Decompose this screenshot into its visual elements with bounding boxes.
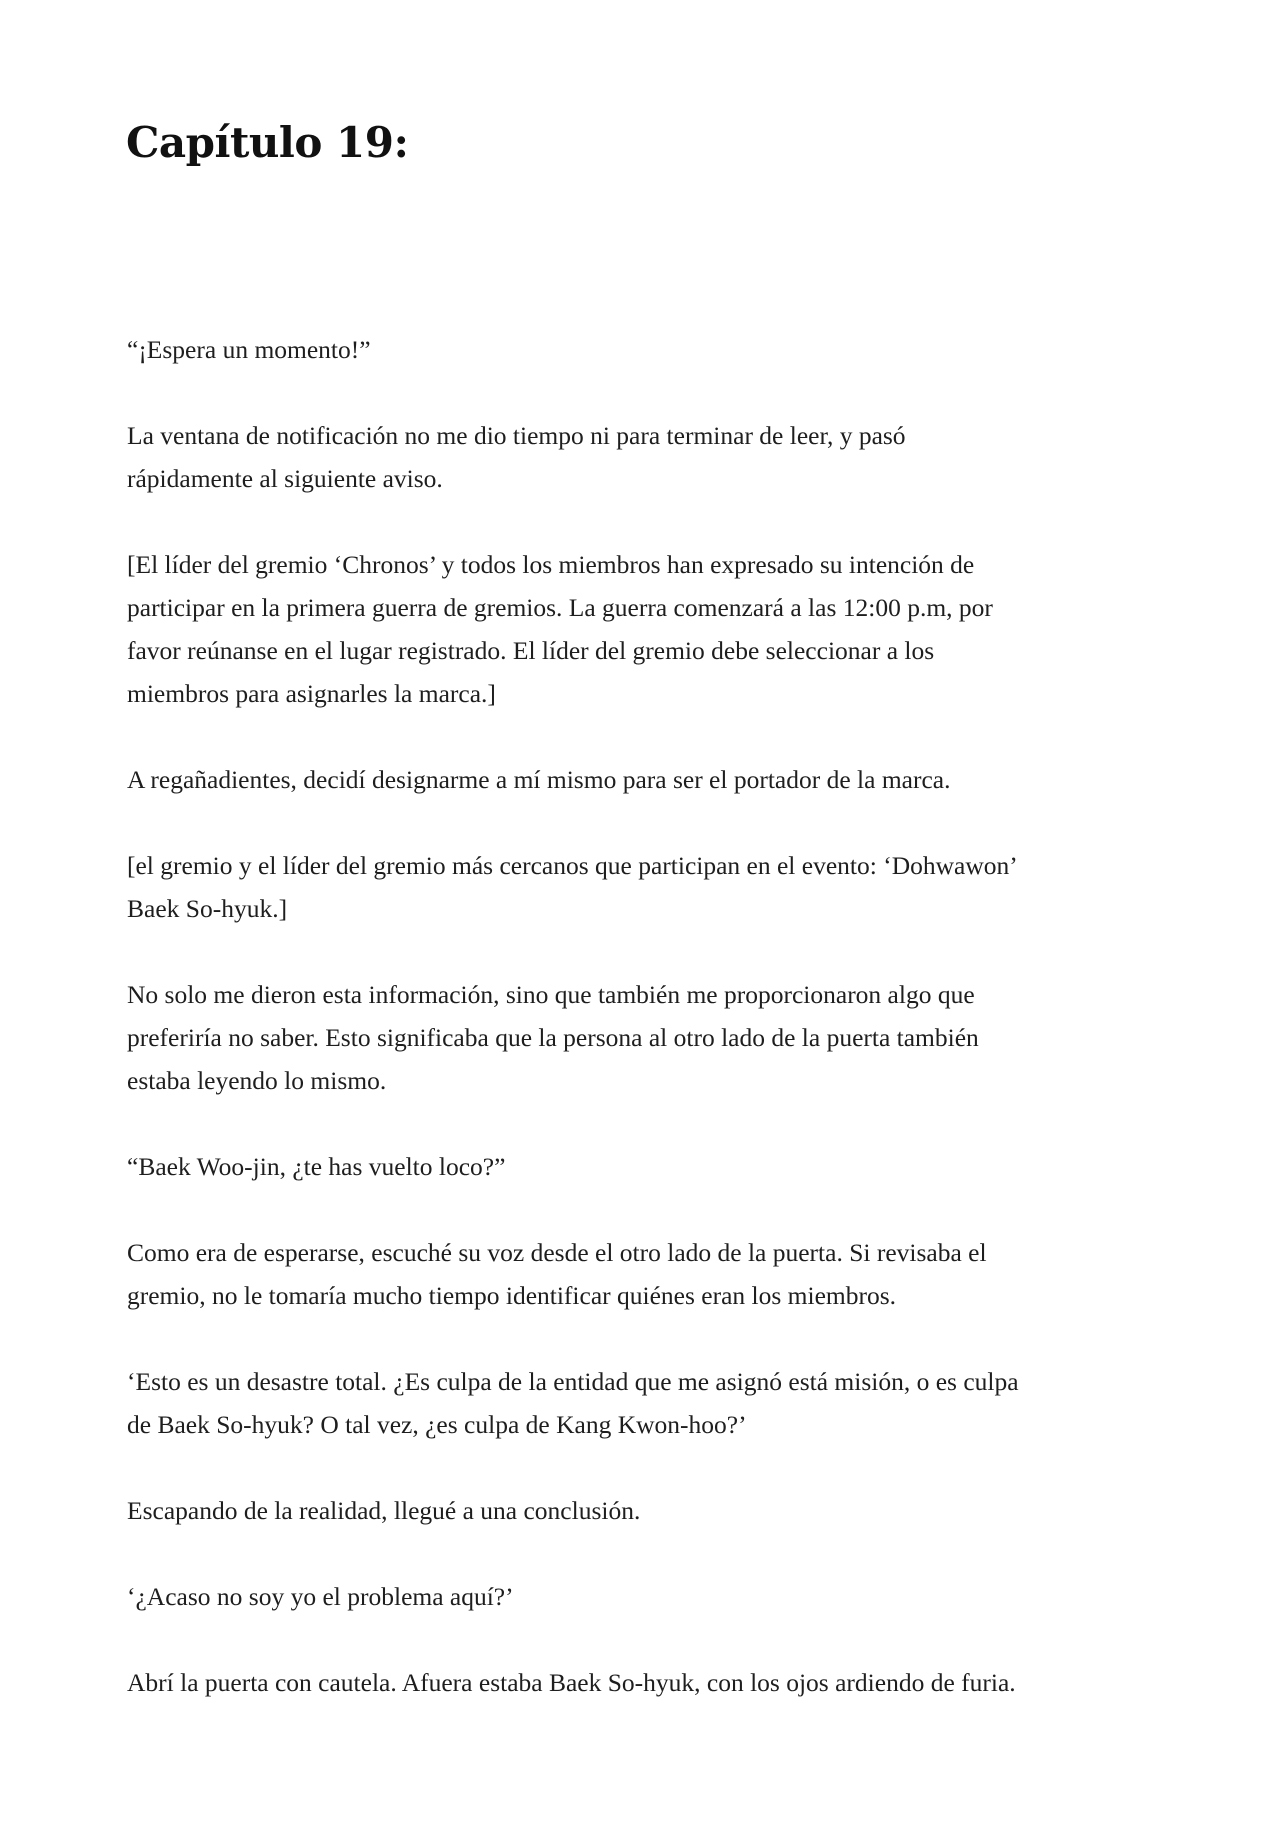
paragraph-line: Escapando de la realidad, llegué a una conclusión.: [127, 1496, 641, 1525]
paragraph-line: ‘Esto es un desastre total. ¿Es culpa de la entidad que me asignó está misión, o es culpa: [127, 1367, 1019, 1396]
paragraph-5: [127, 844, 1167, 930]
paragraph-line: participar en la primera guerra de gremios. La guerra comenzará a las 12:00 p.m, por: [127, 593, 993, 622]
paragraph-4: [127, 758, 1167, 801]
paragraph-1: [127, 328, 1167, 371]
paragraph-line: [el gremio y el líder del gremio más cercanos que participan en el evento: ‘Dohwawon’: [127, 851, 1018, 880]
paragraph-11: [127, 1575, 1167, 1618]
paragraph-line: “¡Espera un momento!”: [127, 335, 371, 364]
chapter-title: Capítulo 19:: [126, 118, 409, 167]
paragraph-line: A regañadientes, decidí designarme a mí mismo para ser el portador de la marca.: [127, 765, 951, 794]
chapter-body: [127, 328, 1167, 1747]
paragraph-line: rápidamente al siguiente aviso.: [127, 464, 443, 493]
paragraph-line: “Baek Woo-jin, ¿te has vuelto loco?”: [127, 1152, 506, 1181]
paragraph-line: de Baek So-hyuk? O tal vez, ¿es culpa de Kang Kwon-hoo?’: [127, 1410, 747, 1439]
paragraph-line: Baek So-hyuk.]: [127, 894, 288, 923]
paragraph-line: estaba leyendo lo mismo.: [127, 1066, 387, 1095]
paragraph-line: [El líder del gremio ‘Chronos’ y todos los miembros han expresado su intención de: [127, 550, 975, 579]
paragraph-line: miembros para asignarles la marca.]: [127, 679, 496, 708]
paragraph-10: [127, 1489, 1167, 1532]
paragraph-12: [127, 1661, 1167, 1704]
paragraph-2: [127, 414, 1167, 500]
paragraph-line: gremio, no le tomaría mucho tiempo identificar quiénes eran los miembros.: [127, 1281, 897, 1310]
paragraph-line: ‘¿Acaso no soy yo el problema aquí?’: [127, 1582, 514, 1611]
paragraph-7: [127, 1145, 1167, 1188]
paragraph-line: Abrí la puerta con cautela. Afuera estaba Baek So-hyuk, con los ojos ardiendo de furia.: [127, 1668, 1016, 1697]
paragraph-6: [127, 973, 1167, 1102]
paragraph-line: preferiría no saber. Esto significaba que la persona al otro lado de la puerta también: [127, 1023, 979, 1052]
paragraph-line: favor reúnanse en el lugar registrado. El líder del gremio debe seleccionar a los: [127, 636, 935, 665]
paragraph-3: [127, 543, 1167, 715]
paragraph-line: Como era de esperarse, escuché su voz desde el otro lado de la puerta. Si revisaba el: [127, 1238, 987, 1267]
paragraph-8: [127, 1231, 1167, 1317]
paragraph-line: No solo me dieron esta información, sino que también me proporcionaron algo que: [127, 980, 975, 1009]
paragraph-line: La ventana de notificación no me dio tiempo ni para terminar de leer, y pasó: [127, 421, 906, 450]
paragraph-9: [127, 1360, 1167, 1446]
